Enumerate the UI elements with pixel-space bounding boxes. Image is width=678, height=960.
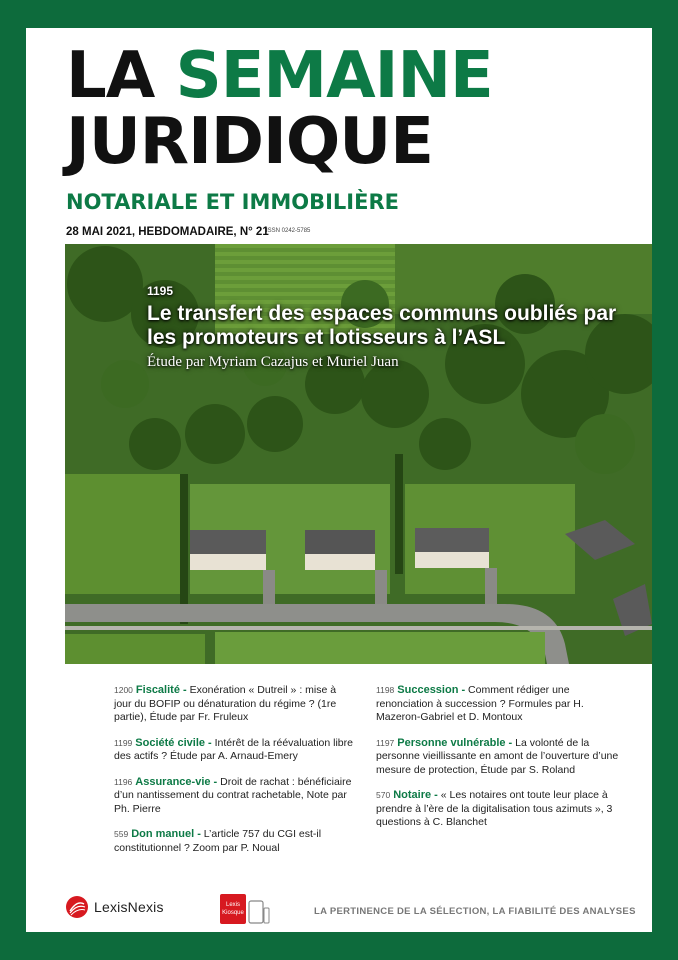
toc-item[interactable] (114, 737, 354, 764)
toc-text: L’article 757 du CGI est-il constitutionnel ? Zoom par P. Noual (114, 828, 322, 854)
toc-text: Droit de rachat : bénéficiaire d’un nantissement du contrat rachetable, Note par Ph. Pierre (114, 775, 352, 815)
badge-line1: Lexis (225, 902, 240, 908)
lexisnexis-logo[interactable] (66, 896, 164, 918)
toc-item[interactable] (114, 776, 354, 817)
lexis-kiosque-badge[interactable] (220, 894, 270, 924)
masthead-la: LA (66, 39, 155, 113)
kiosque-logo (220, 894, 246, 924)
tablet-icon (248, 900, 270, 924)
toc-category: Notaire - (393, 789, 438, 801)
cover-photo (65, 244, 652, 664)
toc-text: « Les notaires ont toute leur place à prendre à l’ère de la digitalisation tous azimuts », 3 questions à C. Blanchet (376, 789, 613, 828)
issn-number: ISSN 0242-5785 (266, 228, 311, 234)
toc-category: Succession - (397, 684, 466, 696)
toc-number: 1200 (114, 685, 133, 695)
article-title: Le transfert des espaces communs oubliés par les promoteurs et lotisseurs à l’ASL (147, 302, 617, 349)
article-author: Étude par Myriam Cazajus et Muriel Juan (147, 354, 399, 370)
toc-item[interactable] (376, 684, 626, 725)
journal-subtitle: NOTARIALE ET IMMOBILIÈRE (66, 190, 399, 214)
toc-number: 1199 (114, 737, 133, 748)
toc-item[interactable] (376, 789, 626, 830)
toc-category: Don manuel - (131, 828, 201, 840)
toc-item[interactable] (376, 737, 626, 778)
badge-line2: Kiosque (222, 910, 244, 916)
toc-number: 1197 (376, 737, 395, 748)
masthead-juridique: JURIDIQUE (66, 105, 433, 179)
toc-category: Personne vulnérable - (397, 736, 513, 749)
lexisnexis-logo-icon (66, 896, 88, 918)
brand-name: LexisNexis (94, 899, 164, 915)
masthead-semaine: SEMAINE (175, 39, 493, 113)
toc-category: Assurance-vie - (135, 775, 218, 788)
article-number: 1195 (147, 284, 174, 298)
toc-left-column (114, 684, 354, 867)
toc-category: Fiscalité - (135, 684, 187, 696)
toc-number: 570 (376, 790, 391, 800)
toc-number: 1196 (114, 776, 133, 787)
toc-text: Intérêt de la réévaluation libre des actifs ? Étude par A. Arnaud-Emery (114, 736, 353, 762)
issue-date-line: 28 MAI 2021, HEBDOMADAIRE, N° 21 (66, 226, 269, 238)
toc-text: La volonté de la personne vieillissante en amont de l’ouverture d’une mesure de protection, Étude par S. Roland (376, 736, 619, 776)
masthead-line1 (66, 39, 493, 113)
toc-item[interactable] (114, 828, 354, 855)
cover-page (26, 28, 652, 932)
toc-number: 1198 (376, 685, 395, 695)
toc-text: Exonération « Dutreil » : mise à jour du BOFIP ou dénaturation du régime ? (1re partie), Étude par Fr. Fruleux (114, 684, 337, 723)
footer-tagline: LA PERTINENCE DE LA SÉLECTION, LA FIABILITÉ DES ANALYSES (314, 906, 636, 917)
toc-item[interactable] (114, 684, 354, 725)
toc-text: Comment rédiger une renonciation à succession ? Formules par H. Mazeron-Gabriel et D. Montoux (376, 684, 584, 723)
cover-article (147, 284, 647, 371)
toc-right-column (376, 684, 626, 842)
toc-number: 559 (114, 829, 129, 839)
toc-category: Société civile - (135, 736, 212, 749)
